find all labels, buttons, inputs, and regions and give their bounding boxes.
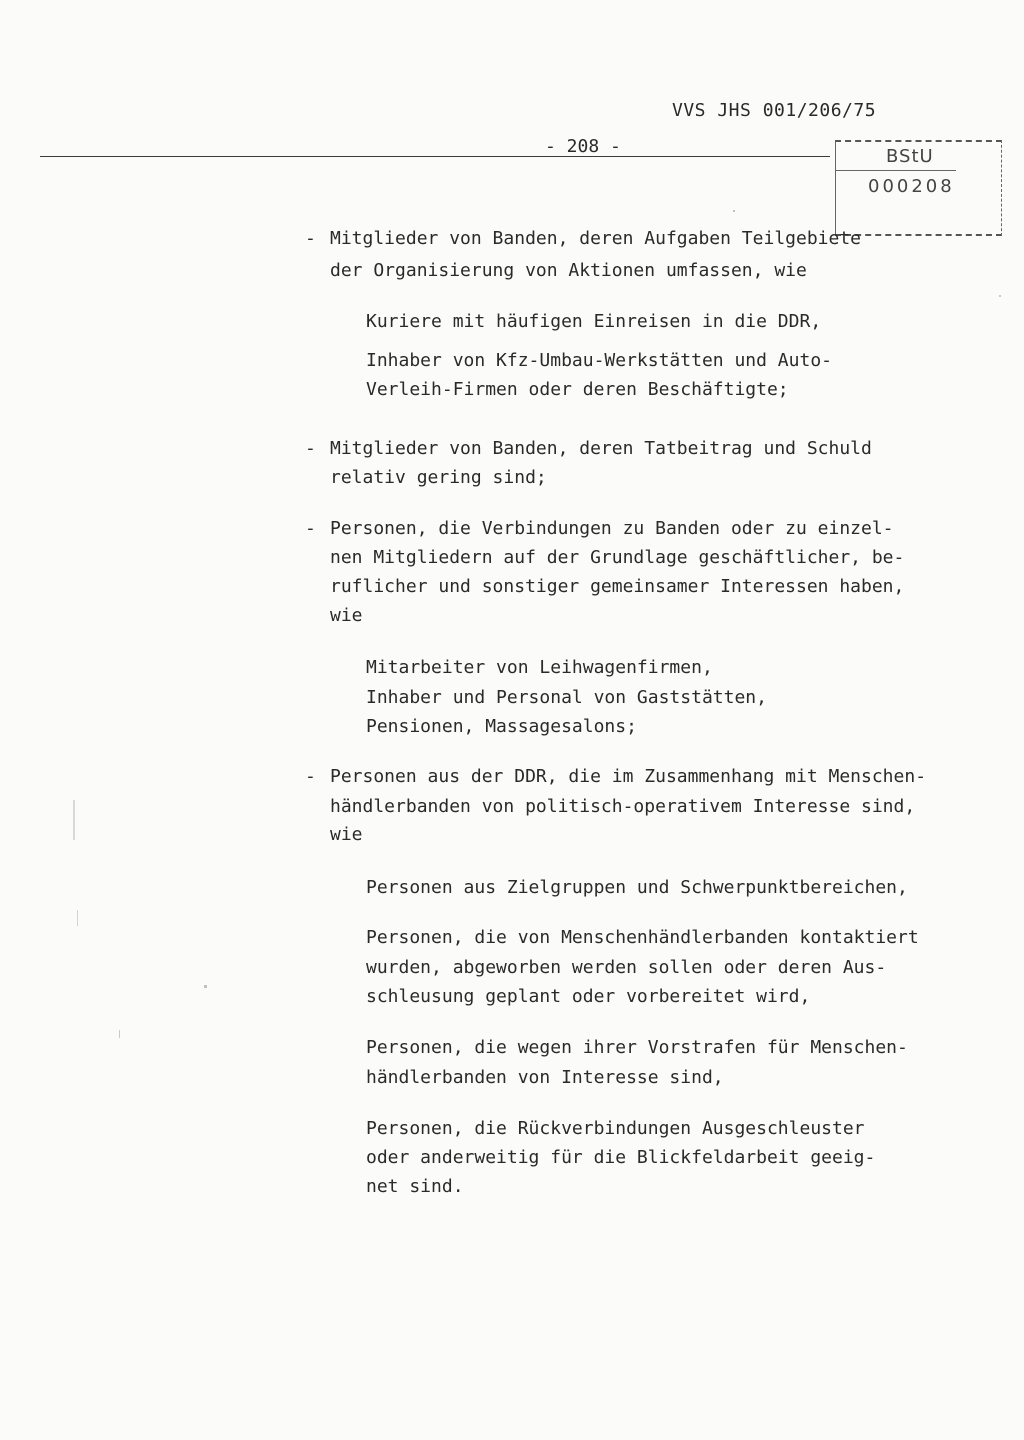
bullet-dash: - [305, 438, 316, 459]
item4-sub3b: händlerbanden von Interesse sind, [366, 1067, 724, 1088]
scan-artifact [204, 985, 207, 988]
stamp-divider [836, 170, 956, 171]
scan-artifact [77, 910, 78, 926]
item4-line1: Personen aus der DDR, die im Zusammenhang mit Menschen- [330, 766, 927, 787]
scan-artifact [999, 295, 1001, 297]
page-number: - 208 - [545, 136, 621, 157]
item3-sub3: Pensionen, Massagesalons; [366, 716, 637, 737]
item4-sub2a: Personen, die von Menschenhändlerbanden kontaktiert [366, 927, 919, 948]
item3-line4: wie [330, 605, 363, 626]
header-rule [40, 156, 830, 157]
item1-line2: der Organisierung von Aktionen umfassen, wie [330, 260, 807, 281]
stamp-agency: BStU [886, 146, 934, 167]
item4-sub3a: Personen, die wegen ihrer Vorstrafen für Menschen- [366, 1037, 908, 1058]
item3-line3: ruflicher und sonstiger gemeinsamer Interessen haben, [330, 576, 905, 597]
item3-line2: nen Mitgliedern auf der Grundlage geschäftlicher, be- [330, 547, 905, 568]
item2-line1: Mitglieder von Banden, deren Tatbeitrag und Schuld [330, 438, 872, 459]
item1-sub2a: Inhaber von Kfz-Umbau-Werkstätten und Auto- [366, 350, 832, 371]
item1-sub1: Kuriere mit häufigen Einreisen in die DDR, [366, 311, 822, 332]
item4-sub2b: wurden, abgeworben werden sollen oder deren Aus- [366, 957, 887, 978]
archive-stamp [835, 140, 1002, 236]
item1-sub2b: Verleih-Firmen oder deren Beschäftigte; [366, 379, 789, 400]
item2-line2: relativ gering sind; [330, 467, 547, 488]
item1-line1: Mitglieder von Banden, deren Aufgaben Teilgebiete [330, 228, 862, 249]
item4-sub2c: schleusung geplant oder vorbereitet wird, [366, 986, 811, 1007]
bullet-dash: - [305, 228, 316, 249]
item4-sub4c: net sind. [366, 1176, 464, 1197]
item4-sub1: Personen aus Zielgruppen und Schwerpunktbereichen, [366, 877, 908, 898]
item3-sub1: Mitarbeiter von Leihwagenfirmen, [366, 657, 713, 678]
item3-sub2: Inhaber und Personal von Gaststätten, [366, 687, 767, 708]
item3-line1: Personen, die Verbindungen zu Banden oder zu einzel- [330, 518, 894, 539]
item4-line2: händlerbanden von politisch-operativem Interesse sind, [330, 796, 916, 817]
document-reference: VVS JHS 001/206/75 [672, 100, 877, 121]
item4-sub4b: oder anderweitig für die Blickfeldarbeit geeig- [366, 1147, 876, 1168]
scan-artifact [73, 800, 75, 840]
item4-sub4a: Personen, die Rückverbindungen Ausgeschleuster [366, 1118, 865, 1139]
bullet-dash: - [305, 766, 316, 787]
scan-artifact [733, 210, 735, 212]
stamp-number: 000208 [868, 176, 955, 197]
item4-line3: wie [330, 824, 363, 845]
scan-artifact [119, 1030, 120, 1038]
bullet-dash: - [305, 518, 316, 539]
